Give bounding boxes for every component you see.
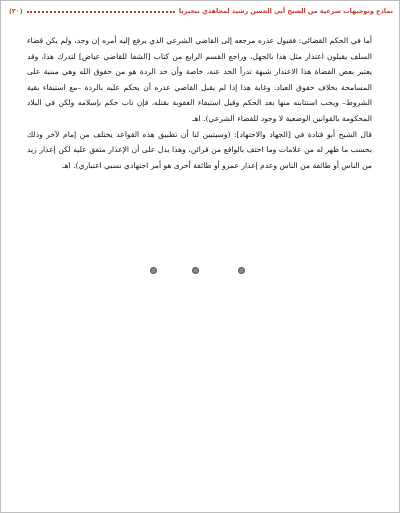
separator-dot — [192, 267, 199, 274]
page-header — [9, 4, 393, 18]
paragraph-judicial-ruling: أما في الحكم القضائي: فقبول عذره مرجعه إلى القاضي الشرعي الذي يرفع إليه أمره إن وجد، ولم يكن قضاء السلف يقبلون اعتذار مثل هذا بالجهل، وراجع القسم الرابع من كتاب [الشفا للقاضي عياض] لتدرك هذا، وقد يعتبر بعض القضاة هذا الاعتذار شبهة تدرأ الحد عنه، خاصة وأن حد الردة هو من حقوق الله وهي مبنية على المسامحة بخلاف حقوق العباد. وغاية هذا إذا لم يقبل القاضي عذره أن يحكم عليه بالردة –مع استيفاء بقية الشروط– ويجب استتابته منها بعد الحكم وقبل استيفاء العقوبة بقتله، فإن تاب حكم بإسلامه ولكن في البلاد المحكومة بالقوانين الوضعية لا وجود للقضاء الشرعي). اهـ — [27, 36, 372, 123]
section-separator — [1, 267, 400, 277]
header-title: نماذج وتوجيهات شرعية من الشيخ أبي الحسن رشيد لمجاهدي نيجيريا — [178, 7, 393, 15]
separator-dot — [150, 267, 157, 274]
paragraph-abu-qatada-quote: قال الشيخ أبو قتادة في [الجهاد والاجتهاد]: (وسيتبين لنا أن تطبيق هذه القواعد يختلف من إمام لآخر وذلك بحسب ما ظهر له من علامات وما احتف بالواقع من قرائن، وهذا يدل على أن الإعذار متفق عليه لكن إعذار زيد من الناس أو طائفة من الناس وعدم إعذار عمرو أو طائفة أخرى هو أمر اجتهادي نسبي اعتباري). اهـ — [27, 129, 372, 170]
document-body — [27, 33, 372, 173]
page-number: (٢٠) — [9, 7, 23, 15]
header-dotted-rule — [27, 11, 175, 13]
separator-dot — [238, 267, 245, 274]
